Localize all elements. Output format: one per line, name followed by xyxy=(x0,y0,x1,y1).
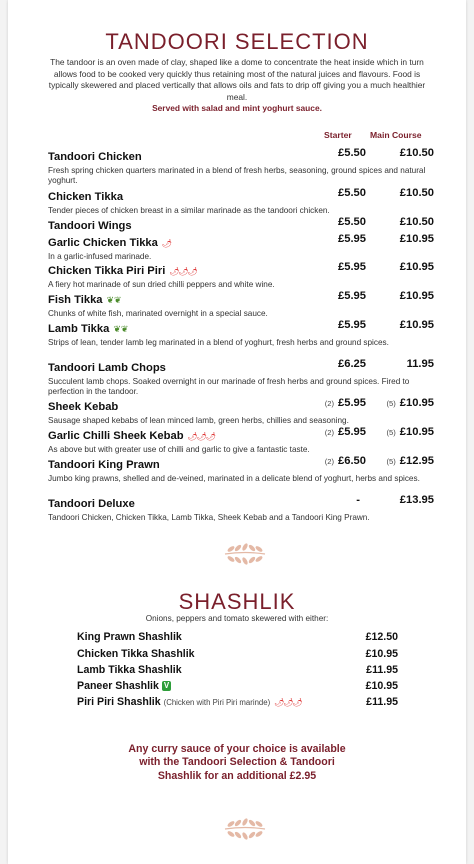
starter-price: £5.95 xyxy=(338,290,366,302)
item-description: A fiery hot marinade of sun dried chilli peppers and white wine. xyxy=(48,280,275,289)
item-name: Piri Piri Shashlik xyxy=(77,696,161,708)
main-price: £10.50 xyxy=(399,216,434,228)
item-description: As above but with greater use of chilli and garlic to give a fantastic taste. xyxy=(48,445,310,454)
leaf-ornament-icon xyxy=(221,816,269,842)
note-line: Any curry sauce of your choice is available xyxy=(128,743,346,755)
main-course-column-header: Main Course xyxy=(370,130,422,140)
menu-item xyxy=(48,397,434,426)
shashlik-title: SHASHLIK xyxy=(178,589,296,614)
chilli-icon: 🌶 xyxy=(161,239,172,248)
main-price: £10.50 xyxy=(399,147,434,159)
note-line: Shashlik for an additional £2.95 xyxy=(157,769,317,782)
menu-page xyxy=(8,0,466,864)
pieces-count: (2) xyxy=(324,399,334,408)
menu-item xyxy=(48,319,434,348)
item-name: Tandoori Lamb Chops xyxy=(48,362,166,374)
herb-icon: ❦❦ xyxy=(106,295,122,305)
item-name: Lamb Tikka ❦❦ xyxy=(48,323,129,335)
item-price: £10.95 xyxy=(365,680,398,692)
item-description: Succulent lamb chops. Soaked overnight in our marinade of fresh herbs and ground spices. Fired to perfection in the tandoor. xyxy=(48,377,410,397)
shashlik-item xyxy=(77,664,398,676)
shashlik-subtitle: Onions, peppers and tomato skewered with either: xyxy=(145,614,329,623)
menu-item xyxy=(48,216,434,234)
menu-item xyxy=(48,426,434,455)
item-price: £10.95 xyxy=(365,648,398,660)
main-price: 11.95 xyxy=(406,358,434,370)
item-name: Tandoori Deluxe xyxy=(48,498,135,510)
item-note: (Chicken with Piri Piri marinde) xyxy=(163,698,271,707)
item-name: Chicken Tikka Shashlik xyxy=(77,648,195,660)
item-price: £11.95 xyxy=(366,696,398,708)
starter-price: £6.25 xyxy=(338,358,366,370)
main-price: £10.95 xyxy=(399,290,434,302)
starter-price: £5.95 xyxy=(338,233,366,245)
item-name: Tandoori King Prawn xyxy=(48,459,160,471)
starter-price: £5.95 xyxy=(338,261,366,273)
pieces-count: (5) xyxy=(386,399,396,408)
item-name: Garlic Chicken Tikka 🌶 xyxy=(48,237,172,249)
menu-item xyxy=(48,494,434,523)
item-name: Fish Tikka ❦❦ xyxy=(48,294,122,306)
vegetarian-icon: V xyxy=(163,681,170,690)
starter-price: (2) £5.95 xyxy=(324,397,366,409)
item-name: Sheek Kebab xyxy=(48,401,119,413)
item-name: Garlic Chilli Sheek Kebab 🌶🌶🌶 xyxy=(48,430,216,442)
item-name: Tandoori Chicken xyxy=(48,151,142,163)
curry-sauce-note xyxy=(48,743,426,783)
starter-price: £5.50 xyxy=(338,147,366,159)
main-price: (5) £10.95 xyxy=(386,397,434,409)
item-description: Jumbo king prawns, shelled and de-veined, marinated in a delicate blend of yoghurt, herbs and spices. xyxy=(48,474,420,483)
leaf-ornament-icon xyxy=(221,541,269,567)
starter-price: £5.50 xyxy=(338,216,366,228)
item-name: Paneer Shashlik xyxy=(77,680,159,692)
item-description: Fresh spring chicken quarters marinated in a blend of fresh herbs, seasoning, ground spices and natural yoghurt. xyxy=(48,166,426,186)
main-price: (5) £12.95 xyxy=(386,455,434,467)
item-name: Chicken Tikka xyxy=(48,191,124,203)
tandoori-intro xyxy=(48,57,426,115)
main-price: £10.95 xyxy=(399,261,434,273)
menu-item xyxy=(48,455,434,484)
main-price: £10.95 xyxy=(399,319,434,331)
starter-column-header: Starter xyxy=(324,130,352,140)
item-description: Tandoori Chicken, Chicken Tikka, Lamb Tikka, Sheek Kebab and a Tandoori King Prawn. xyxy=(48,513,370,522)
menu-item xyxy=(48,290,434,319)
item-name: King Prawn Shashlik xyxy=(77,631,182,643)
menu-item xyxy=(48,147,434,186)
shashlik-item xyxy=(77,648,398,660)
item-description: Strips of lean, tender lamb leg marinated in a blend of yoghurt, fresh herbs and ground spices. xyxy=(48,338,389,347)
item-description: Tender pieces of chicken breast in a similar marinade as the tandoori chicken. xyxy=(48,206,330,215)
starter-price: £5.50 xyxy=(338,187,366,199)
menu-item xyxy=(48,261,434,290)
intro-text: The tandoor is an oven made of clay, shaped like a dome to concentrate the heat inside which in turn allows food to be cooked very quickly thus retaining most of the natural juices and flavours. Food is typically skewered and placed vertically that allows oils and fats to drip off giving you a much healthier meal. xyxy=(48,57,426,102)
chilli-icon: 🌶🌶🌶 xyxy=(187,432,216,441)
pieces-count: (2) xyxy=(324,428,334,437)
chilli-icon: 🌶🌶🌶 xyxy=(274,698,302,707)
starter-price: (2) £5.95 xyxy=(324,426,366,438)
main-price: £10.95 xyxy=(399,233,434,245)
item-description: Sausage shaped kebabs of lean minced lamb, green herbs, chillies and seasoning. xyxy=(48,416,349,425)
herb-icon: ❦❦ xyxy=(113,324,129,334)
item-name: Lamb Tikka Shashlik xyxy=(77,664,182,676)
item-price: £12.50 xyxy=(365,631,398,643)
pieces-count: (5) xyxy=(386,457,396,466)
item-price: £11.95 xyxy=(366,664,398,676)
pieces-count: (5) xyxy=(386,428,396,437)
menu-item xyxy=(48,358,434,397)
starter-price: £5.95 xyxy=(338,319,366,331)
served-with-text: Served with salad and mint yoghurt sauce. xyxy=(152,103,322,114)
note-line: with the Tandoori Selection & Tandoori xyxy=(139,756,335,769)
starter-price: (2) £6.50 xyxy=(324,455,366,467)
main-price: (5) £10.95 xyxy=(386,426,434,438)
chilli-icon: 🌶🌶🌶 xyxy=(169,267,197,276)
starter-price: - xyxy=(356,494,360,506)
tandoori-title: TANDOORI SELECTION xyxy=(105,29,369,54)
item-description: In a garlic-infused marinade. xyxy=(48,252,152,261)
menu-item xyxy=(48,233,434,262)
main-price: £13.95 xyxy=(399,494,434,506)
item-name: Chicken Tikka Piri Piri 🌶🌶🌶 xyxy=(48,265,197,277)
shashlik-item xyxy=(77,680,398,692)
item-description: Chunks of white fish, marinated overnight in a special sauce. xyxy=(48,309,268,318)
shashlik-item xyxy=(77,631,398,643)
main-price: £10.50 xyxy=(399,187,434,199)
pieces-count: (2) xyxy=(324,457,334,466)
menu-item xyxy=(48,187,434,216)
shashlik-item xyxy=(77,696,398,708)
item-name: Tandoori Wings xyxy=(48,220,132,232)
